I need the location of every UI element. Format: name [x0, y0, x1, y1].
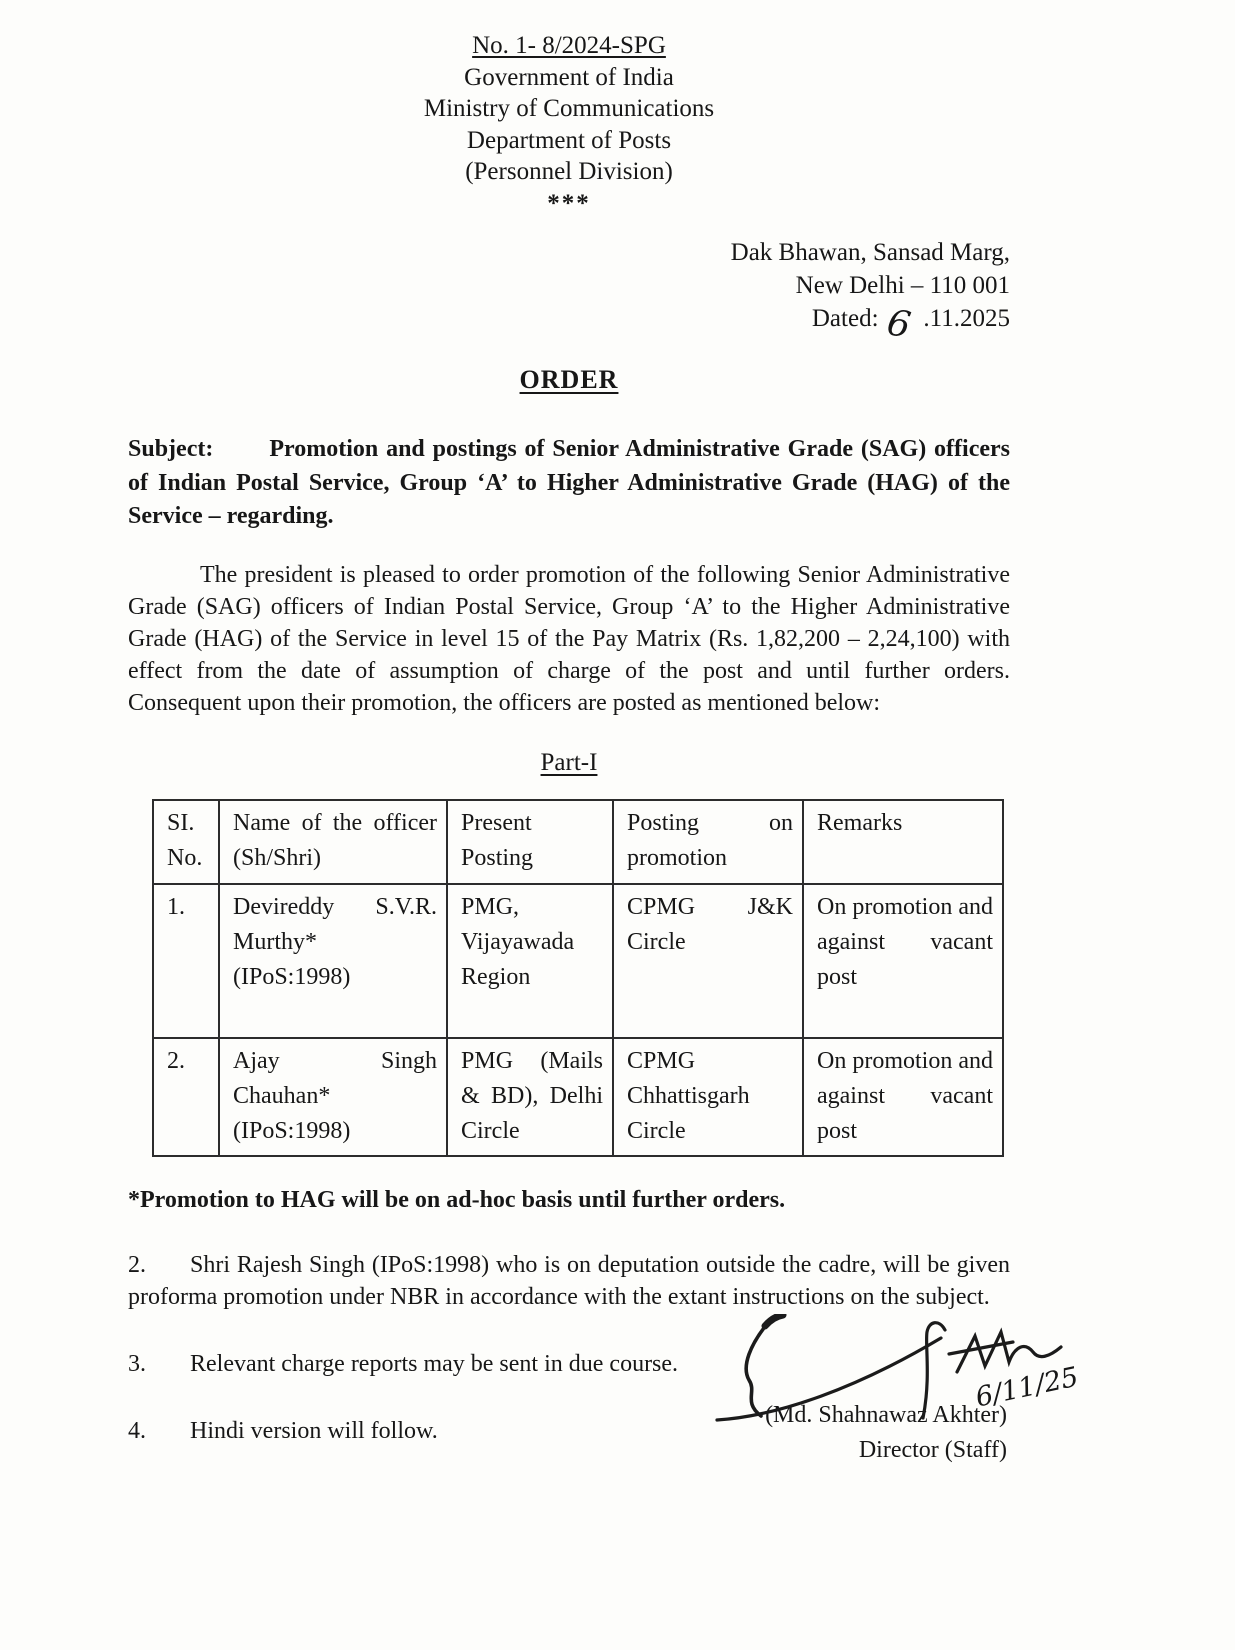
ministry-line: Ministry of Communications — [423, 95, 715, 122]
table-row — [153, 884, 1003, 1038]
order-title: ORDER — [519, 365, 619, 394]
para-number: 3. — [128, 1350, 146, 1377]
table-header-row — [153, 800, 1003, 884]
part-title: Part-I — [540, 748, 598, 776]
para-text: Shri Rajesh Singh (IPoS:1998) who is on deputation outside the cadre, will be given proforma promotion under NBR in accordance with the extant instructions on the subject. — [128, 1251, 1010, 1310]
signature-block — [687, 1361, 1082, 1468]
division-line: (Personnel Division) — [465, 158, 673, 185]
separator-stars: *** — [547, 189, 591, 217]
table-header-posting-on-promotion: Posting on promotion — [613, 800, 803, 884]
table-row — [153, 1038, 1003, 1156]
government-line: Government of India — [464, 63, 674, 91]
table-header-officer-name: Name of the officer (Sh/Shri) — [219, 800, 447, 884]
handwritten-day: 6 — [883, 302, 914, 347]
letterhead — [128, 30, 1010, 219]
subject-label: Subject: — [128, 436, 214, 462]
address-block — [128, 236, 1010, 347]
table-header-remarks: Remarks — [803, 800, 1003, 884]
reference-number: No. 1- 8/2024-SPG — [472, 32, 666, 59]
remarks: On promotion and against vacant post — [803, 884, 1003, 1038]
address-line-2: New Delhi – 110 001 — [795, 272, 1010, 299]
posting-on-promotion: CPMG Chhattisgarh Circle — [613, 1038, 803, 1156]
present-posting: PMG, Vijayawada Region — [447, 884, 613, 1038]
para-number: 2. — [128, 1251, 146, 1278]
adhoc-footnote: *Promotion to HAG will be on ad-hoc basis until further orders. — [128, 1186, 786, 1213]
date-label: Dated: — [811, 305, 879, 332]
officer-serial: 2. — [153, 1038, 219, 1156]
posting-on-promotion: CPMG J&K Circle — [613, 884, 803, 1038]
table-header-sl-no: SI. No. — [153, 800, 219, 884]
subject-text: Promotion and postings of Senior Administrative Grade (SAG) officers of Indian Postal Service, Group ‘A’ to Higher Administrative Grade (HAG) of the Service – regarding. — [128, 436, 1010, 529]
department-line: Department of Posts — [466, 126, 672, 154]
signatory-designation: Director (Staff) — [858, 1437, 1007, 1463]
handwritten-signature-date: 6/11/25 — [972, 1361, 1082, 1414]
subject-block — [128, 433, 1010, 534]
signatory-name: (Md. Shahnawaz Akhter) — [765, 1402, 1007, 1428]
address-line-1: Dak Bhawan, Sansad Marg, — [730, 239, 1010, 266]
present-posting: PMG (Mails & BD), Delhi Circle — [447, 1038, 613, 1156]
promotion-table — [152, 799, 1004, 1157]
date-rest: .11.2025 — [923, 305, 1010, 332]
para-text: Relevant charge reports may be sent in due course. — [190, 1350, 679, 1377]
officer-serial: 1. — [153, 884, 219, 1038]
table-header-present-posting: Present Posting — [447, 800, 613, 884]
para-number: 4. — [128, 1417, 146, 1444]
para-text: Hindi version will follow. — [190, 1417, 438, 1444]
numbered-paragraph-2 — [128, 1249, 1010, 1313]
officer-name: Ajay Singh Chauhan* (IPoS:1998) — [219, 1038, 447, 1156]
officer-name: Devireddy S.V.R. Murthy* (IPoS:1998) — [219, 884, 447, 1038]
body-paragraph: The president is pleased to order promotion of the following Senior Administrative Grade (SAG) officers of Indian Postal Service, Group ‘A’ to the Higher Administrative Grade (HAG) of the Service in level 15 of the Pay Matrix (Rs. 1,82,200 – 2,24,100) with effect from the date of assumption of charge of the post and until further orders. Consequent upon their promotion, the officers are posted as mentioned below: — [128, 561, 1010, 716]
date-line — [128, 302, 1010, 347]
numbered-paragraph-3 — [128, 1348, 1010, 1380]
remarks: On promotion and against vacant post — [803, 1038, 1003, 1156]
